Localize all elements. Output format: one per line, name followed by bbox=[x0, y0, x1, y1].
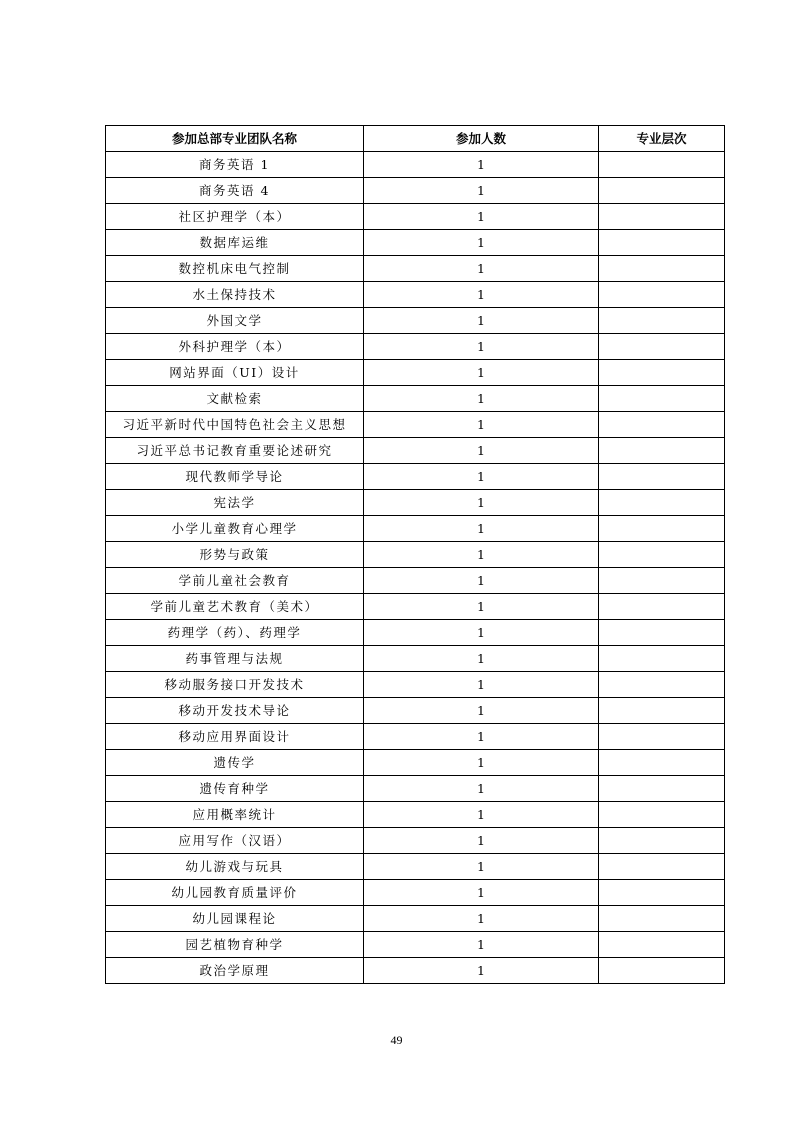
participant-count-cell: 1 bbox=[364, 568, 599, 594]
table-row bbox=[106, 204, 725, 230]
table-row bbox=[106, 360, 725, 386]
participant-count-cell: 1 bbox=[364, 178, 599, 204]
header-level: 专业层次 bbox=[599, 126, 725, 152]
level-cell bbox=[599, 906, 725, 932]
team-name-cell: 数据库运维 bbox=[106, 230, 364, 256]
table-body bbox=[106, 152, 725, 984]
level-cell bbox=[599, 932, 725, 958]
participant-count-cell: 1 bbox=[364, 620, 599, 646]
level-cell bbox=[599, 698, 725, 724]
participant-count-cell: 1 bbox=[364, 386, 599, 412]
team-name-cell: 药事管理与法规 bbox=[106, 646, 364, 672]
table-row bbox=[106, 646, 725, 672]
level-cell bbox=[599, 568, 725, 594]
participant-count-cell: 1 bbox=[364, 542, 599, 568]
table-row bbox=[106, 594, 725, 620]
level-cell bbox=[599, 282, 725, 308]
participant-count-cell: 1 bbox=[364, 516, 599, 542]
level-cell bbox=[599, 776, 725, 802]
level-cell bbox=[599, 490, 725, 516]
level-cell bbox=[599, 412, 725, 438]
team-name-cell: 遗传学 bbox=[106, 750, 364, 776]
table-row bbox=[106, 958, 725, 984]
level-cell bbox=[599, 880, 725, 906]
participant-count-cell: 1 bbox=[364, 490, 599, 516]
team-name-cell: 外国文学 bbox=[106, 308, 364, 334]
team-name-cell: 学前儿童社会教育 bbox=[106, 568, 364, 594]
team-name-cell: 外科护理学（本） bbox=[106, 334, 364, 360]
participant-count-cell: 1 bbox=[364, 750, 599, 776]
team-name-cell: 社区护理学（本） bbox=[106, 204, 364, 230]
table-row bbox=[106, 750, 725, 776]
table-row bbox=[106, 412, 725, 438]
team-name-cell: 园艺植物育种学 bbox=[106, 932, 364, 958]
table-row bbox=[106, 542, 725, 568]
team-name-cell: 幼儿园课程论 bbox=[106, 906, 364, 932]
table-row bbox=[106, 490, 725, 516]
participant-count-cell: 1 bbox=[364, 698, 599, 724]
table-header-row bbox=[106, 126, 725, 152]
participant-count-cell: 1 bbox=[364, 282, 599, 308]
table-row bbox=[106, 516, 725, 542]
table-row bbox=[106, 152, 725, 178]
level-cell bbox=[599, 802, 725, 828]
participant-count-cell: 1 bbox=[364, 854, 599, 880]
table-row bbox=[106, 620, 725, 646]
level-cell bbox=[599, 464, 725, 490]
participant-count-cell: 1 bbox=[364, 776, 599, 802]
participant-count-cell: 1 bbox=[364, 906, 599, 932]
team-name-cell: 移动应用界面设计 bbox=[106, 724, 364, 750]
participant-count-cell: 1 bbox=[364, 256, 599, 282]
level-cell bbox=[599, 152, 725, 178]
level-cell bbox=[599, 828, 725, 854]
table-row bbox=[106, 698, 725, 724]
table-row bbox=[106, 568, 725, 594]
table-row bbox=[106, 828, 725, 854]
level-cell bbox=[599, 360, 725, 386]
participant-count-cell: 1 bbox=[364, 672, 599, 698]
table-row bbox=[106, 906, 725, 932]
participant-count-cell: 1 bbox=[364, 828, 599, 854]
participant-count-cell: 1 bbox=[364, 880, 599, 906]
page-number: 49 bbox=[390, 1033, 403, 1047]
table-row bbox=[106, 932, 725, 958]
participant-count-cell: 1 bbox=[364, 464, 599, 490]
table-row bbox=[106, 802, 725, 828]
level-cell bbox=[599, 256, 725, 282]
participant-count-cell: 1 bbox=[364, 334, 599, 360]
table-row bbox=[106, 724, 725, 750]
team-name-cell: 宪法学 bbox=[106, 490, 364, 516]
team-table bbox=[105, 125, 725, 984]
table-row bbox=[106, 230, 725, 256]
team-name-cell: 应用写作（汉语） bbox=[106, 828, 364, 854]
level-cell bbox=[599, 958, 725, 984]
table-row bbox=[106, 672, 725, 698]
participant-count-cell: 1 bbox=[364, 646, 599, 672]
team-name-cell: 形势与政策 bbox=[106, 542, 364, 568]
level-cell bbox=[599, 204, 725, 230]
level-cell bbox=[599, 620, 725, 646]
team-name-cell: 药理学（药）、药理学 bbox=[106, 620, 364, 646]
participant-count-cell: 1 bbox=[364, 802, 599, 828]
level-cell bbox=[599, 230, 725, 256]
level-cell bbox=[599, 542, 725, 568]
participant-count-cell: 1 bbox=[364, 932, 599, 958]
table-row bbox=[106, 178, 725, 204]
level-cell bbox=[599, 594, 725, 620]
team-name-cell: 商务英语 1 bbox=[106, 152, 364, 178]
team-name-cell: 现代教师学导论 bbox=[106, 464, 364, 490]
participant-count-cell: 1 bbox=[364, 594, 599, 620]
table-row bbox=[106, 282, 725, 308]
table-row bbox=[106, 334, 725, 360]
participant-count-cell: 1 bbox=[364, 308, 599, 334]
participant-count-cell: 1 bbox=[364, 204, 599, 230]
participant-count-cell: 1 bbox=[364, 412, 599, 438]
level-cell bbox=[599, 178, 725, 204]
header-participant-count: 参加人数 bbox=[364, 126, 599, 152]
team-name-cell: 移动服务接口开发技术 bbox=[106, 672, 364, 698]
team-name-cell: 学前儿童艺术教育（美术） bbox=[106, 594, 364, 620]
participant-count-cell: 1 bbox=[364, 152, 599, 178]
table-row bbox=[106, 308, 725, 334]
team-name-cell: 水土保持技术 bbox=[106, 282, 364, 308]
level-cell bbox=[599, 672, 725, 698]
level-cell bbox=[599, 308, 725, 334]
team-name-cell: 商务英语 4 bbox=[106, 178, 364, 204]
team-name-cell: 幼儿园教育质量评价 bbox=[106, 880, 364, 906]
participant-count-cell: 1 bbox=[364, 360, 599, 386]
participant-count-cell: 1 bbox=[364, 438, 599, 464]
level-cell bbox=[599, 854, 725, 880]
participant-count-cell: 1 bbox=[364, 724, 599, 750]
table-row bbox=[106, 854, 725, 880]
header-team-name: 参加总部专业团队名称 bbox=[106, 126, 364, 152]
team-name-cell: 遗传育种学 bbox=[106, 776, 364, 802]
team-name-cell: 文献检索 bbox=[106, 386, 364, 412]
team-name-cell: 习近平总书记教育重要论述研究 bbox=[106, 438, 364, 464]
level-cell bbox=[599, 750, 725, 776]
team-name-cell: 应用概率统计 bbox=[106, 802, 364, 828]
team-name-cell: 幼儿游戏与玩具 bbox=[106, 854, 364, 880]
level-cell bbox=[599, 724, 725, 750]
team-name-cell: 网站界面（UI）设计 bbox=[106, 360, 364, 386]
table-row bbox=[106, 256, 725, 282]
level-cell bbox=[599, 438, 725, 464]
level-cell bbox=[599, 516, 725, 542]
team-name-cell: 小学儿童教育心理学 bbox=[106, 516, 364, 542]
table-row bbox=[106, 880, 725, 906]
team-name-cell: 习近平新时代中国特色社会主义思想 bbox=[106, 412, 364, 438]
level-cell bbox=[599, 334, 725, 360]
level-cell bbox=[599, 646, 725, 672]
participant-count-cell: 1 bbox=[364, 958, 599, 984]
table-row bbox=[106, 438, 725, 464]
table-row bbox=[106, 386, 725, 412]
team-name-cell: 数控机床电气控制 bbox=[106, 256, 364, 282]
table-row bbox=[106, 776, 725, 802]
participant-count-cell: 1 bbox=[364, 230, 599, 256]
team-name-cell: 移动开发技术导论 bbox=[106, 698, 364, 724]
level-cell bbox=[599, 386, 725, 412]
team-name-cell: 政治学原理 bbox=[106, 958, 364, 984]
table-row bbox=[106, 464, 725, 490]
